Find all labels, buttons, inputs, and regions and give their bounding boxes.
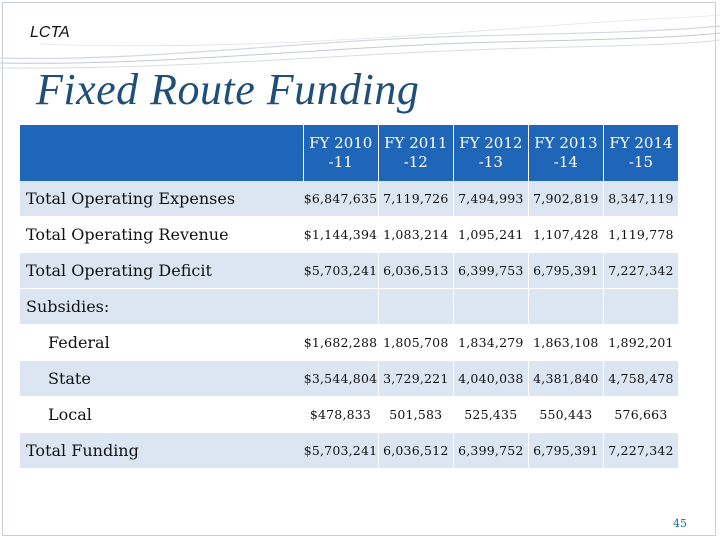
cell-value: 6,036,512 (378, 433, 453, 469)
cell-value: 6,036,513 (378, 253, 453, 289)
cell-value: 1,892,201 (603, 325, 678, 361)
funding-table (20, 125, 679, 469)
cell-value: $1,144,394 (303, 217, 378, 253)
cell-value: 7,227,342 (603, 253, 678, 289)
column-header: FY 2011 -12 (378, 125, 453, 181)
cell-value: 6,399,752 (453, 433, 528, 469)
cell-value: 1,119,778 (603, 217, 678, 253)
row-label: State (20, 361, 303, 397)
cell-value: 1,107,428 (528, 217, 603, 253)
cell-value: 576,663 (603, 397, 678, 433)
cell-value: 7,494,993 (453, 181, 528, 217)
cell-value: 1,095,241 (453, 217, 528, 253)
cell-value: 6,795,391 (528, 253, 603, 289)
column-header: FY 2012 -13 (453, 125, 528, 181)
row-label: Local (20, 397, 303, 433)
cell-value: 525,435 (453, 397, 528, 433)
table-row-subsidies (20, 289, 679, 325)
slide-title: Fixed Route Funding (36, 65, 420, 114)
column-header: FY 2013 -14 (528, 125, 603, 181)
page-number: 45 (673, 517, 687, 530)
cell-value: 501,583 (378, 397, 453, 433)
cell-value: 550,443 (528, 397, 603, 433)
cell-value: 7,227,342 (603, 433, 678, 469)
table-header-row (20, 125, 679, 181)
cell-value (528, 289, 603, 325)
cell-value: 4,040,038 (453, 361, 528, 397)
cell-value: 1,834,279 (453, 325, 528, 361)
row-label: Federal (20, 325, 303, 361)
cell-value: 7,119,726 (378, 181, 453, 217)
cell-value: 8,347,119 (603, 181, 678, 217)
table-row (20, 253, 679, 289)
cell-value: 1,863,108 (528, 325, 603, 361)
cell-value: $1,682,288 (303, 325, 378, 361)
table-row (20, 217, 679, 253)
cell-value: $5,703,241 (303, 253, 378, 289)
header-blank-cell (20, 125, 303, 181)
organization-label: LCTA (30, 24, 70, 41)
table-row (20, 181, 679, 217)
cell-value: $6,847,635 (303, 181, 378, 217)
table-row (20, 433, 679, 469)
cell-value: $478,833 (303, 397, 378, 433)
column-header: FY 2014 -15 (603, 125, 678, 181)
row-label: Total Operating Expenses (20, 181, 303, 217)
table-row (20, 325, 679, 361)
cell-value: 1,805,708 (378, 325, 453, 361)
cell-value (378, 289, 453, 325)
cell-value: 7,902,819 (528, 181, 603, 217)
cell-value: 3,729,221 (378, 361, 453, 397)
table-row (20, 361, 679, 397)
cell-value: $3,544,804 (303, 361, 378, 397)
row-label: Total Funding (20, 433, 303, 469)
table-row (20, 397, 679, 433)
cell-value (303, 289, 378, 325)
cell-value: 6,399,753 (453, 253, 528, 289)
cell-value: 6,795,391 (528, 433, 603, 469)
cell-value: 4,758,478 (603, 361, 678, 397)
cell-value (603, 289, 678, 325)
cell-value: $5,703,241 (303, 433, 378, 469)
column-header: FY 2010 -11 (303, 125, 378, 181)
cell-value: 1,083,214 (378, 217, 453, 253)
row-label: Total Operating Deficit (20, 253, 303, 289)
cell-value: 4,381,840 (528, 361, 603, 397)
row-label: Subsidies: (20, 289, 303, 325)
cell-value (453, 289, 528, 325)
row-label: Total Operating Revenue (20, 217, 303, 253)
